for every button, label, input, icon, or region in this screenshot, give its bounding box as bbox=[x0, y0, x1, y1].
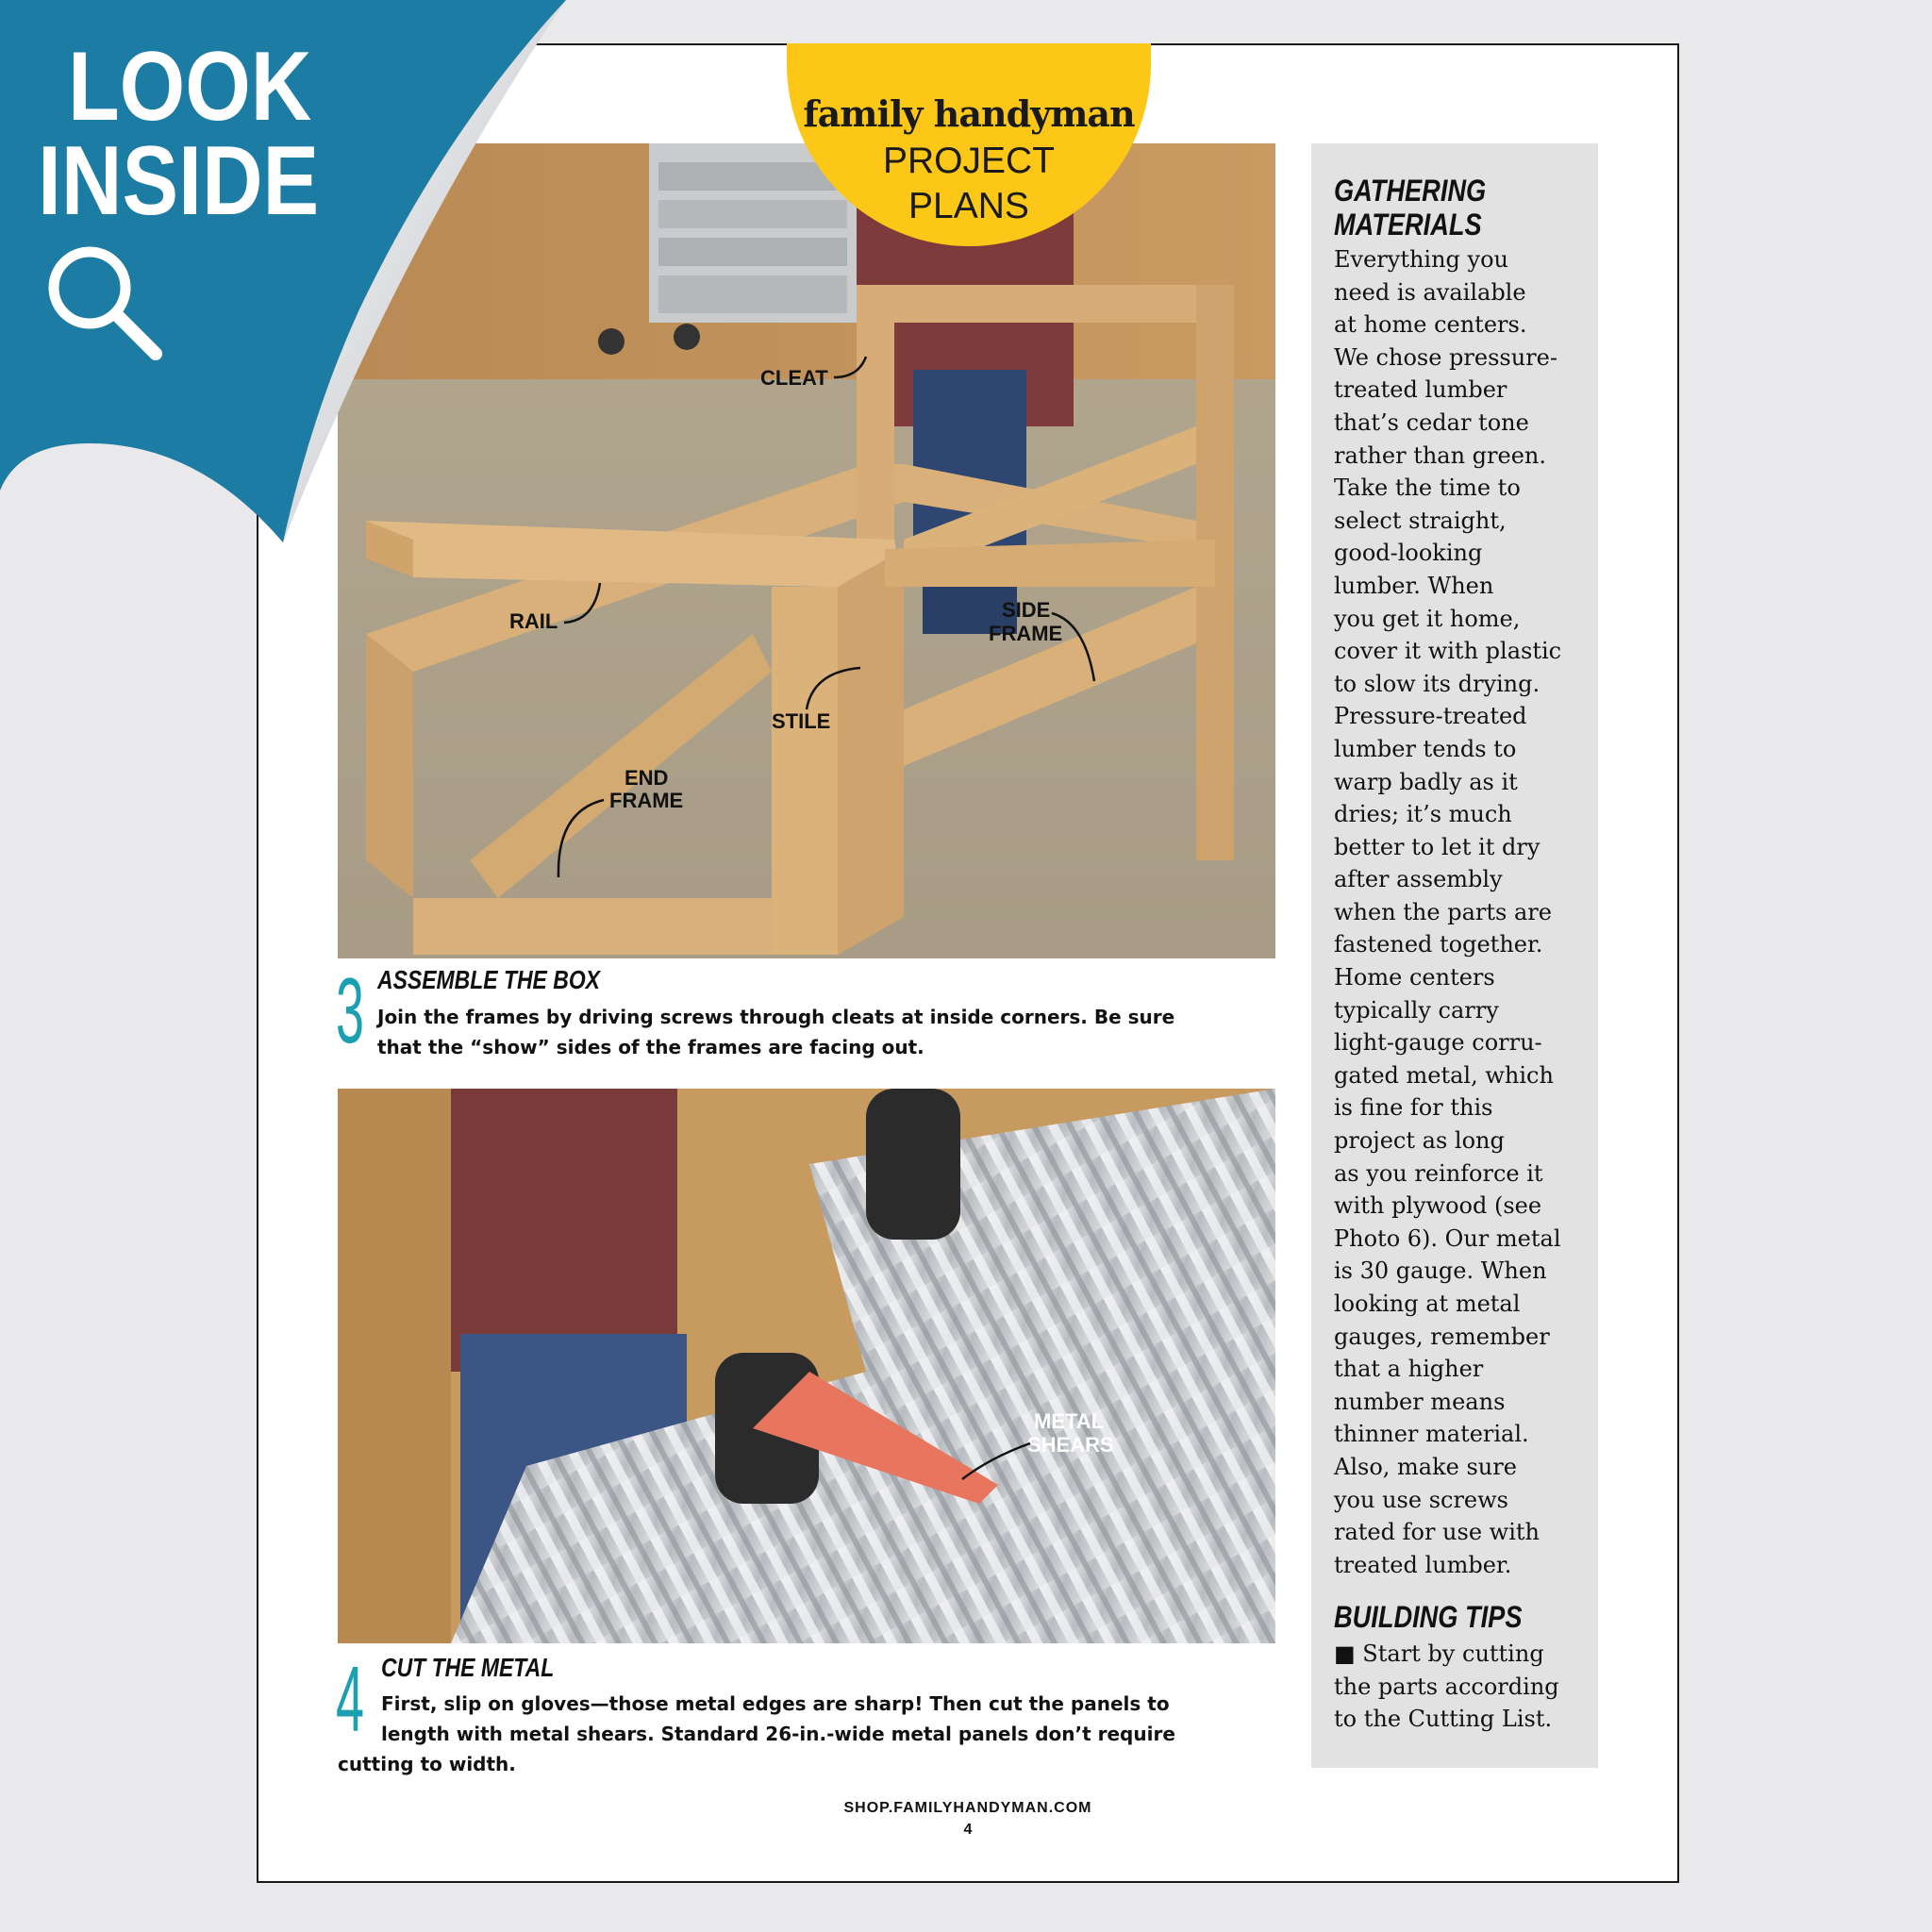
sidebar-text-line: Photo 6). Our metal bbox=[1334, 1224, 1561, 1252]
step3-text-line1: Join the frames by driving screws through cleats at inside corners. Be sure bbox=[377, 1006, 1175, 1028]
sidebar-text-line: Also, make sure bbox=[1334, 1453, 1517, 1480]
step3-title: ASSEMBLE THE BOX bbox=[377, 965, 601, 994]
callout-metal-shears-line1: METAL bbox=[1034, 1409, 1105, 1433]
look-inside-line2: INSIDE bbox=[38, 126, 320, 236]
sidebar-text-line: when the parts are bbox=[1334, 898, 1552, 925]
sidebar-heading-materials: MATERIALS bbox=[1334, 208, 1482, 242]
sidebar-text-line: is 30 gauge. When bbox=[1334, 1257, 1547, 1285]
callout-cleat: CLEAT bbox=[760, 366, 828, 390]
sidebar-text-line: with plywood (see bbox=[1334, 1192, 1542, 1220]
sidebar-text-line: Home centers bbox=[1334, 964, 1495, 991]
callout-end-frame-line2: FRAME bbox=[609, 789, 684, 812]
callout-side-frame-line1: SIDE bbox=[1002, 598, 1051, 622]
sidebar-text-line: to slow its drying. bbox=[1334, 670, 1541, 697]
step4-title: CUT THE METAL bbox=[381, 1653, 555, 1682]
footer-url: SHOP.FAMILYHANDYMAN.COM bbox=[843, 1800, 1092, 1816]
sidebar-text-line: better to let it dry bbox=[1334, 833, 1541, 860]
sidebar-text-line: Pressure-treated bbox=[1334, 703, 1527, 730]
sidebar-gathering-materials bbox=[1311, 143, 1598, 1768]
sidebar-heading-gathering: GATHERING bbox=[1334, 174, 1487, 208]
brand-logo: family handyman bbox=[803, 92, 1135, 135]
sidebar-text-line: Everything you bbox=[1334, 246, 1509, 273]
sidebar-text-line: lumber. When bbox=[1334, 572, 1494, 599]
cut-metal-photo bbox=[338, 1089, 1275, 1643]
step4-text-line1: First, slip on gloves—those metal edges are sharp! Then cut the panels to bbox=[381, 1692, 1170, 1715]
step3-number: 3 bbox=[336, 958, 364, 1062]
brand-subtitle-line1: PROJECT bbox=[882, 141, 1055, 181]
sidebar-text-line: treated lumber. bbox=[1334, 1551, 1512, 1578]
sidebar-text-line: gated metal, which bbox=[1334, 1061, 1554, 1089]
sidebar-text-line: is fine for this bbox=[1334, 1094, 1493, 1122]
sidebar-text-line: warp badly as it bbox=[1334, 768, 1518, 795]
sidebar-text-line: rather than green. bbox=[1334, 441, 1547, 469]
magnifier-icon bbox=[38, 236, 165, 363]
sidebar-text-line: at home centers. bbox=[1334, 311, 1527, 339]
sidebar-text-line: dries; it’s much bbox=[1334, 801, 1512, 828]
sidebar-text-line: you use screws bbox=[1334, 1486, 1508, 1513]
sidebar-text-line: that a higher bbox=[1334, 1356, 1484, 1383]
sidebar-text-line: fastened together. bbox=[1334, 931, 1543, 958]
callout-end-frame-line1: END bbox=[625, 766, 669, 790]
sidebar-text-line: looking at metal bbox=[1334, 1291, 1521, 1317]
callout-stile: STILE bbox=[772, 709, 831, 733]
sidebar-heading-building-tips: BUILDING TIPS bbox=[1334, 1600, 1523, 1634]
sidebar-text-line: typically carry bbox=[1334, 996, 1499, 1024]
sidebar-text-line: the parts according bbox=[1334, 1673, 1559, 1700]
sidebar-text-line: to the Cutting List. bbox=[1334, 1706, 1553, 1733]
sidebar-text-line: Take the time to bbox=[1334, 475, 1521, 502]
sidebar-body-text bbox=[1334, 243, 1607, 1581]
sidebar-text-line: We chose pressure- bbox=[1334, 343, 1557, 371]
step3-text-line2: that the “show” sides of the frames are facing out. bbox=[377, 1036, 924, 1058]
sidebar-text-line: light-gauge corru- bbox=[1334, 1029, 1542, 1057]
sidebar-text-line: thinner material. bbox=[1334, 1421, 1529, 1448]
sidebar-text-line: ■ Start by cutting bbox=[1334, 1641, 1544, 1667]
sidebar-text-line: you get it home, bbox=[1334, 605, 1521, 632]
look-inside-line1: LOOK bbox=[68, 32, 312, 142]
callout-rail: RAIL bbox=[509, 609, 558, 633]
callout-side-frame-line2: FRAME bbox=[989, 622, 1063, 645]
sidebar-text-line: as you reinforce it bbox=[1334, 1159, 1543, 1187]
brand-badge bbox=[787, 43, 1151, 246]
sidebar-text-line: project as long bbox=[1334, 1127, 1505, 1155]
sidebar-text-line: lumber tends to bbox=[1334, 735, 1517, 762]
step4-number: 4 bbox=[336, 1647, 364, 1751]
sidebar-text-line: cover it with plastic bbox=[1334, 638, 1562, 665]
sidebar-text-line: treated lumber bbox=[1334, 376, 1507, 404]
sidebar-text-line: that’s cedar tone bbox=[1334, 408, 1529, 436]
sidebar-tips-text bbox=[1334, 1638, 1607, 1736]
callout-metal-shears-line2: SHEARS bbox=[1027, 1433, 1114, 1457]
sidebar-text-line: number means bbox=[1334, 1388, 1506, 1415]
sidebar-text-line: rated for use with bbox=[1334, 1519, 1540, 1546]
sidebar-text-line: select straight, bbox=[1334, 507, 1507, 534]
sidebar-text-line: after assembly bbox=[1334, 866, 1503, 893]
sidebar-text-line: gauges, remember bbox=[1334, 1323, 1550, 1350]
sidebar-text-line: good-looking bbox=[1334, 540, 1483, 567]
page-number: 4 bbox=[963, 1822, 973, 1838]
step4-text-line3: cutting to width. bbox=[338, 1753, 516, 1775]
sidebar-text-line: need is available bbox=[1334, 278, 1526, 306]
step4-text-line2: length with metal shears. Standard 26-in.-wide metal panels don’t require bbox=[381, 1723, 1175, 1745]
brand-subtitle-line2: PLANS bbox=[908, 186, 1029, 226]
